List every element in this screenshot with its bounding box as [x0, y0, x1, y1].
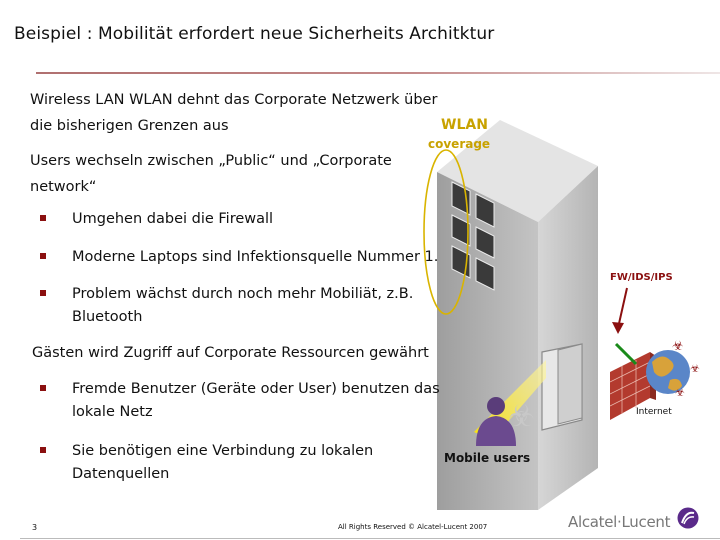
- bullet-icon: [40, 447, 46, 453]
- slide-title: Beispiel : Mobilität erfordert neue Sicherheits Architktur: [14, 24, 495, 44]
- footer-divider: [20, 538, 720, 539]
- bullet-problem-line-2: Bluetooth: [72, 309, 143, 325]
- bullet-icon: [40, 215, 46, 221]
- mobile-users-label: Mobile users: [444, 451, 531, 465]
- bullet-laptops: Moderne Laptops sind Infektionsquelle Nummer 1.: [72, 249, 439, 265]
- fw-ids-ips-label: FW/IDS/IPS: [610, 272, 673, 283]
- bullet-problem-line-1: Problem wächst durch noch mehr Mobiliät, z.B.: [72, 286, 414, 302]
- coverage-label: coverage: [428, 137, 491, 151]
- svg-text:☣: ☣: [690, 362, 700, 375]
- guests-line: Gästen wird Zugriff auf Corporate Ressourcen gewährt: [32, 345, 429, 361]
- fw-arrow: [618, 288, 627, 328]
- bullet-connection-line-1: Sie benötigen eine Verbindung zu lokalen: [72, 443, 374, 459]
- bullet-icon: [40, 385, 46, 391]
- bullet-connection-line-2: Datenquellen: [72, 466, 170, 482]
- bullet-foreign-users-line-2: lokale Netz: [72, 404, 153, 420]
- users-line-2: network“: [30, 179, 97, 195]
- svg-text:☣: ☣: [508, 399, 535, 434]
- bullet-icon: [40, 290, 46, 296]
- company-logo-icon: [677, 507, 699, 529]
- bullet-foreign-users-line-1: Fremde Benutzer (Geräte oder User) benutzen das: [72, 381, 440, 397]
- bullet-icon: [40, 253, 46, 259]
- intro-line-1: Wireless LAN WLAN dehnt das Corporate Netzwerk über: [30, 92, 438, 108]
- svg-text:☣: ☣: [672, 339, 684, 354]
- internet-label: Internet: [636, 407, 672, 417]
- svg-text:☣: ☣: [675, 386, 685, 399]
- copyright-notice: All Rights Reserved © Alcatel-Lucent 2007: [338, 523, 488, 531]
- intro-line-2: die bisherigen Grenzen aus: [30, 118, 229, 134]
- bullet-firewall: Umgehen dabei die Firewall: [72, 211, 274, 227]
- users-line-1: Users wechseln zwischen „Public“ und „Corporate: [30, 153, 392, 169]
- wlan-label: WLAN: [441, 117, 488, 133]
- page-number: 3: [32, 523, 38, 532]
- company-logo-text: Alcatel·Lucent: [568, 513, 671, 531]
